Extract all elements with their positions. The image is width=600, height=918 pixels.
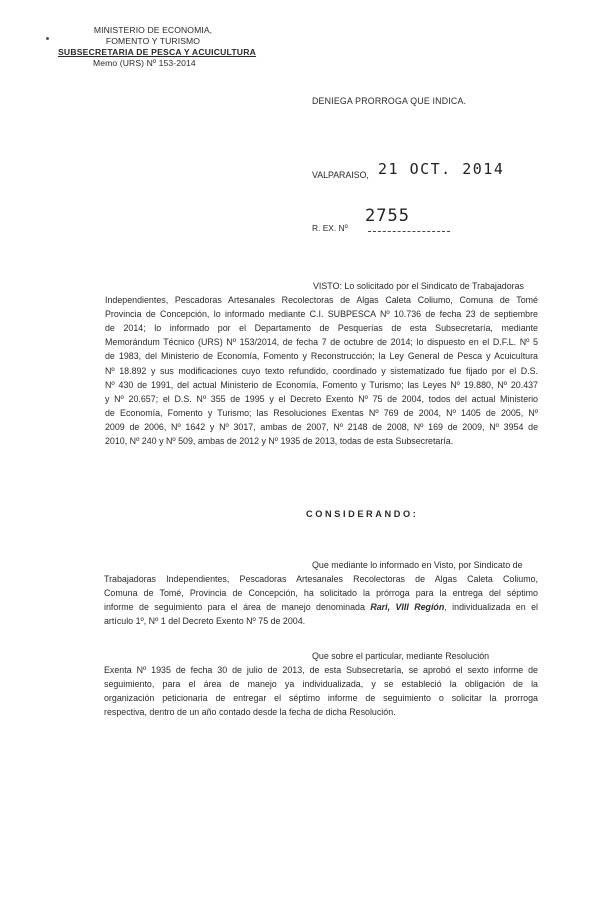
resolution-label: R. EX. Nº [312,223,348,233]
line-suffix: , individualizada en el [444,602,538,613]
visto-line: de Economía, Fomento y Turismo; las Resoluciones Exentas Nº 769 de 2004, Nº 1405 de 2005, Nº [105,407,538,418]
paragraph-line: artículo 1º, Nº 1 del Decreto Exento Nº 75 de 2004. [104,616,306,627]
visto-line: 2010, Nº 240 y Nº 509, ambas de 2012 y Nº 1935 de 2013, todas de esta Subsecretaría. [105,436,454,447]
considerando-paragraph-1 [104,558,538,628]
date-stamp: 21 OCT. 2014 [378,160,505,178]
visto-line: Provincia de Concepción, lo informado mediante C.I. SUBPESCA Nº 10.736 de fecha 23 de septiembre [105,309,538,320]
considerando-paragraph-2 [104,649,538,719]
visto-paragraph [105,279,538,448]
scan-speck [46,37,49,40]
visto-line: 2009 de 2006, Nº 1642 y Nº 3017, ambas de 2007, Nº 2148 de 2008, Nº 169 de 2009, Nº 3954 de [105,421,538,432]
resolution-number-underline [368,231,450,232]
paragraph-line: Comuna de Tomé, Provincia de Concepción, ha solicitado la prórroga para la entrega del séptimo [104,588,538,599]
visto-line: Nº 430 de 1991, del actual Ministerio de Economía, Fomento y Turismo; las Leyes Nº 19.880, Nº 20.437 [105,379,538,390]
ministry-line-1: MINISTERIO DE ECONOMIA, [93,25,213,35]
subsecretaria-line: SUBSECRETARIA DE PESCA Y ACUICULTURA [58,47,257,57]
letterhead [58,25,257,69]
paragraph-line: organización peticionaria de entregar el séptimo informe de seguimiento o solicitar la prorroga [104,693,538,704]
resolution-number-stamp: 2755 [365,206,410,226]
ministry-line-2: FOMENTO Y TURISMO [105,36,201,46]
visto-line: y Nº 20.657; el D.S. Nº 355 de 1995 y el Decreto Exento Nº 75 de 2004, todos del actual Ministerio [105,393,538,404]
visto-line: VISTO: Lo solicitado por el Sindicato de Trabajadoras [313,281,524,291]
visto-line: Memorándum Técnico (URS) Nº 153/2014, de fecha 7 de octubre de 2014; lo dispuesto en el D.F.L. Nº 5 [105,337,538,348]
paragraph-line: Trabajadoras Independientes, Pescadoras Artesanales Recolectoras de Algas Caleta Coliumo, [104,574,538,585]
document-subject: DENIEGA PRORROGA QUE INDICA. [312,96,467,106]
visto-line: de 2014; lo informado por el Departamento de Pesquerías de esta Subsecretaría, mediante [105,323,538,334]
paragraph-line: Exenta Nº 1935 de fecha 30 de julio de 2013, de esta Subsecretaría, se aprobó el sexto informe de [104,665,538,676]
paragraph-line [104,600,538,614]
line-prefix: informe de seguimiento para el área de manejo denominada [104,602,371,613]
place-label: VALPARAISO, [312,170,369,180]
memo-reference: Memo (URS) Nº 153-2014 [93,58,196,68]
considerando-heading: CONSIDERANDO: [306,509,419,519]
visto-line: de 1983, del Ministerio de Economía, Fomento y Reconstrucción; la Ley General de Pesca y Acuicultura [105,351,538,362]
paragraph-line: Que mediante lo informado en Visto, por Sindicato de [312,560,523,570]
area-name: Rari, VIII Región [370,602,445,613]
paragraph-line: Que sobre el particular, mediante Resolución [312,651,490,661]
visto-line: Nº 18.892 y sus modificaciones cuyo texto refundido, coordinado y sistematizado fue fijado por el D.S. [105,365,538,376]
visto-line: Independientes, Pescadoras Artesanales Recolectoras de Algas Caleta Coliumo, Comuna de Tomé [105,295,538,306]
paragraph-line: respectiva, dentro de un año contado desde la fecha de dicha Resolución. [104,707,396,718]
paragraph-line: seguimiento, para el área de manejo ya individualizada, y se estableció la obligación de la [104,679,538,690]
